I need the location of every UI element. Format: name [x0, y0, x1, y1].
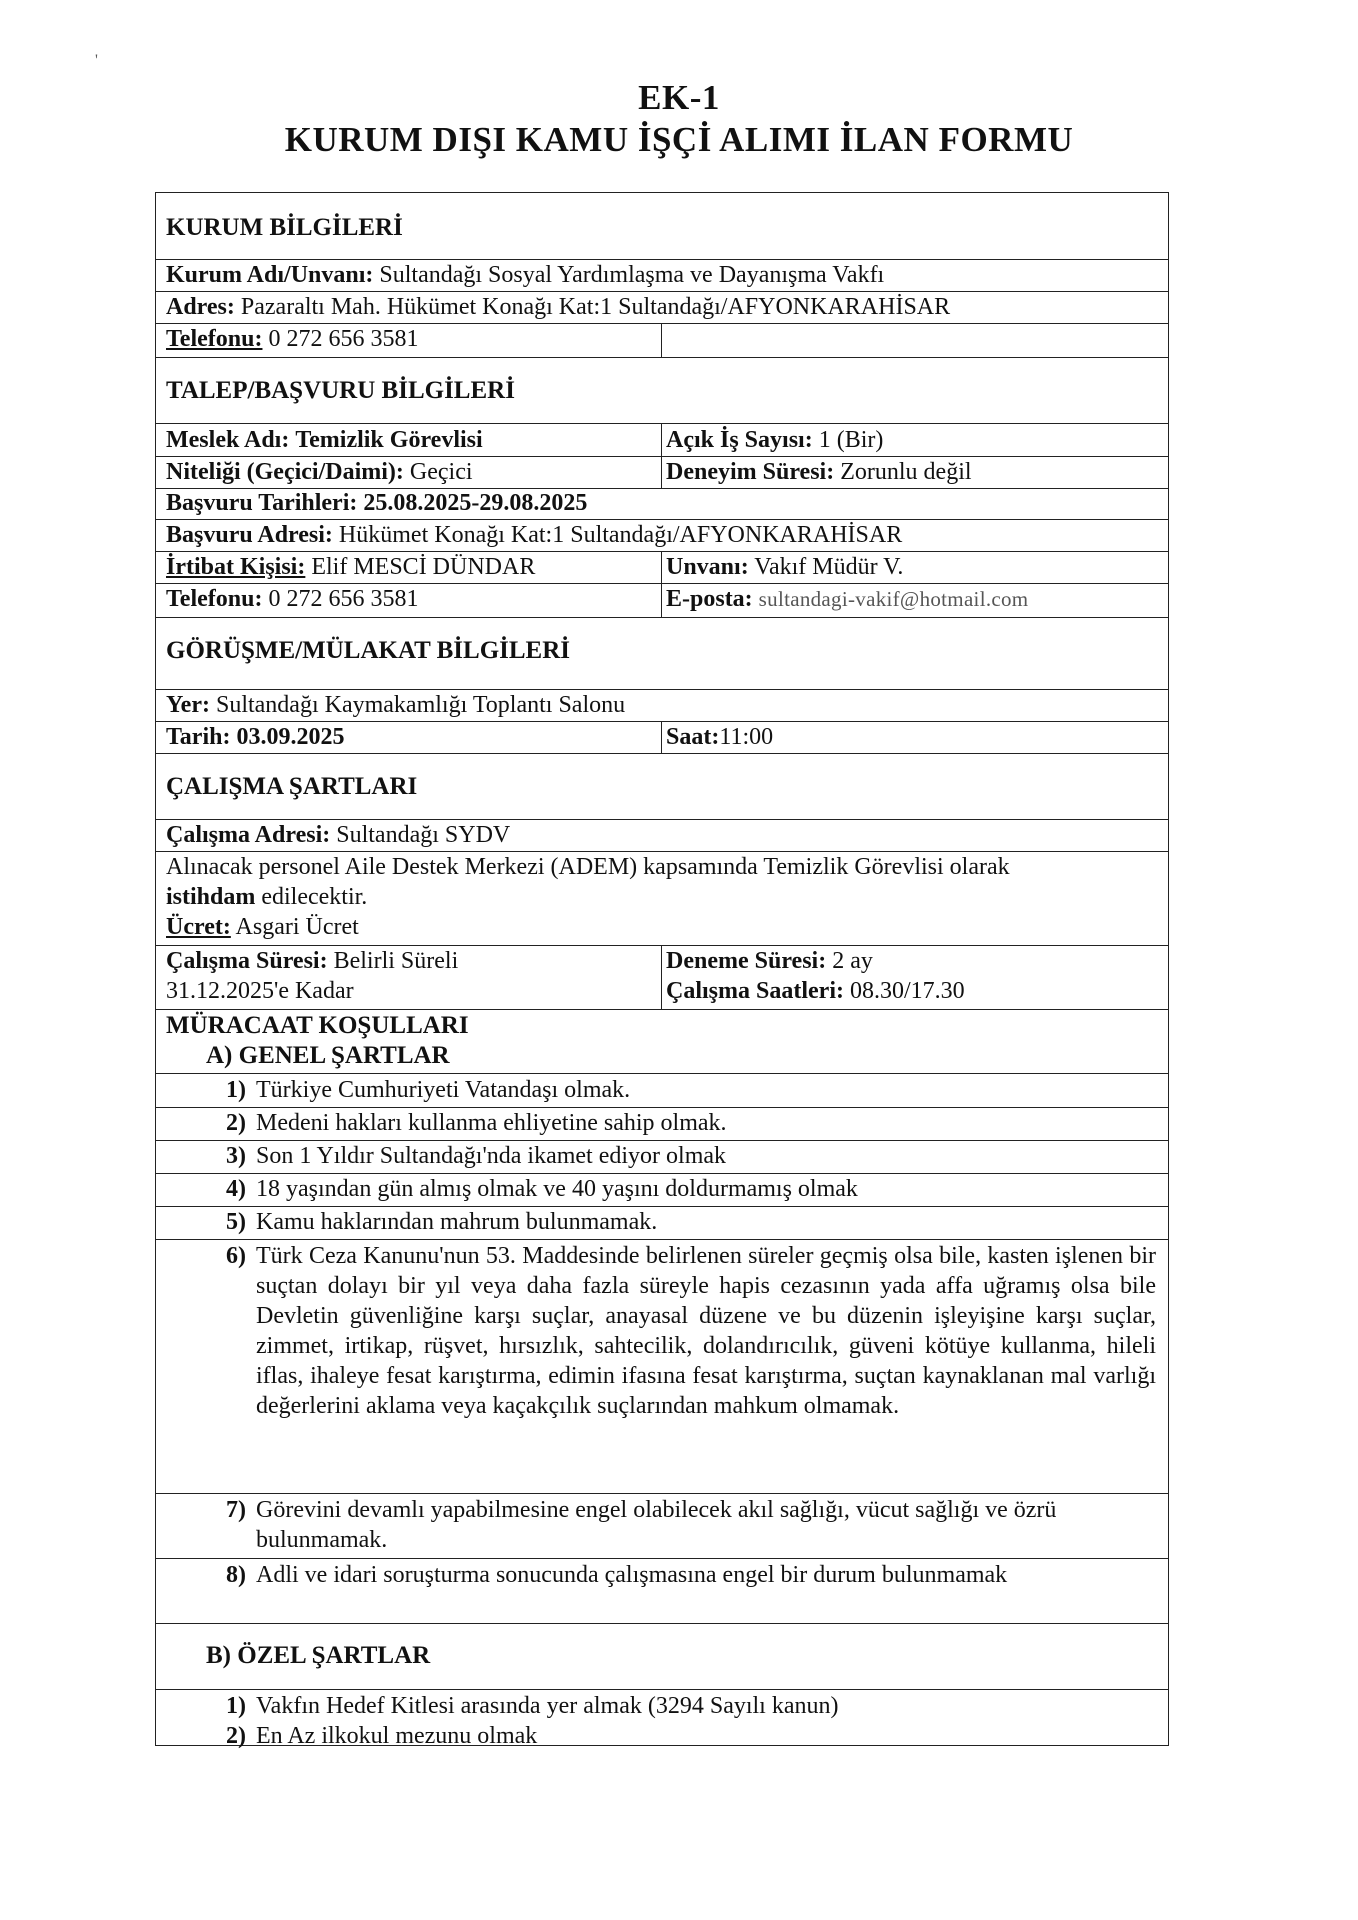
calisma-sure-row [156, 946, 1168, 1006]
gorusme-yer-value: Sultandağı Kaymakamlığı Toplantı Salonu [215, 692, 626, 718]
talep-irtibat-row [156, 552, 1168, 582]
calisma-desc-part2: edilecektir. [261, 884, 368, 910]
talep-nitelik-row [156, 457, 1168, 487]
kurum-address-label: Adres: [166, 294, 235, 320]
item-text: Son 1 Yıldır Sultandağı'nda ikamet ediyor olmak [256, 1143, 727, 1169]
kurum-phone-value: 0 272 656 3581 [268, 326, 419, 352]
item-text: Medeni hakları kullanma ehliyetine sahip olmak. [256, 1110, 727, 1136]
calisma-sure-end: 31.12.2025'e Kadar [166, 978, 354, 1004]
calisma-adres-row [156, 820, 1168, 850]
genel-sartlar-header: A) GENEL ŞARTLAR [206, 1042, 450, 1069]
item-number: 2) [226, 1110, 246, 1136]
gorusme-yer-label: Yer: [166, 692, 210, 718]
deneme-value: 2 ay [832, 948, 873, 974]
kurum-address-row [156, 292, 1168, 322]
section-header-kurum: KURUM BİLGİLERİ [166, 214, 403, 241]
item-number: 2) [226, 1723, 246, 1749]
talep-tarih-row [156, 488, 1168, 518]
section-header-calisma: ÇALIŞMA ŞARTLARI [166, 773, 418, 800]
ucret-label: Ücret: [166, 914, 231, 940]
talep-meslek-row [156, 425, 1168, 455]
talep-adres-row [156, 520, 1168, 550]
form-code: EK-1 [638, 78, 720, 117]
ucret-value: Asgari Ücret [235, 914, 359, 940]
item-text: Türkiye Cumhuriyeti Vatandaşı olmak. [256, 1077, 631, 1103]
unvan-label: Unvanı: [666, 554, 749, 580]
scan-speck: ' [95, 52, 98, 69]
item-number: 8) [226, 1562, 246, 1588]
kurum-phone-row [156, 324, 1168, 354]
acik-is-value: 1 (Bir) [818, 427, 884, 453]
basvuru-tarih-label: Başvuru Tarihleri: [166, 490, 358, 516]
basvuru-adres-label: Başvuru Adresi: [166, 522, 333, 548]
calisma-sure-value: Belirli Süreli [333, 948, 459, 974]
calisma-adres-value: Sultandağı SYDV [336, 822, 511, 848]
nitelik-label: Niteliği (Geçici/Daimi): [166, 459, 404, 485]
gorusme-saat-value: 11:00 [719, 724, 774, 750]
section-header-gorusme: GÖRÜŞME/MÜLAKAT BİLGİLERİ [166, 637, 571, 664]
item-number: 4) [226, 1176, 246, 1202]
calisma-saat-label: Çalışma Saatleri: [666, 978, 844, 1004]
eposta-value: sultandagi-vakif@hotmail.com [758, 587, 1029, 611]
unvan-value: Vakıf Müdür V. [754, 554, 904, 580]
item-text: Vakfın Hedef Kitlesi arasında yer almak (3294 Sayılı kanun) [256, 1693, 839, 1719]
deneyim-label: Deneyim Süresi: [666, 459, 835, 485]
basvuru-tarih-value: 25.08.2025-29.08.2025 [363, 490, 588, 516]
item-text: Kamu haklarından mahrum bulunmamak. [256, 1209, 658, 1235]
item-number: 1) [226, 1693, 246, 1719]
item-number: 5) [226, 1209, 246, 1235]
calisma-description [156, 852, 1168, 942]
item-number: 3) [226, 1143, 246, 1169]
calisma-desc-bold: istihdam [166, 884, 256, 910]
talep-telefon-label: Telefonu: [166, 586, 263, 612]
calisma-adres-label: Çalışma Adresi: [166, 822, 331, 848]
kurum-name-row [156, 260, 1168, 290]
deneyim-value: Zorunlu değil [840, 459, 972, 485]
section-header-talep: TALEP/BAŞVURU BİLGİLERİ [166, 377, 515, 404]
kurum-name-value: Sultandağı Sosyal Yardımlaşma ve Dayanışma Vakfı [379, 262, 885, 288]
basvuru-adres-value: Hükümet Konağı Kat:1 Sultandağı/AFYONKARAHİSAR [338, 522, 903, 548]
gorusme-tarih-label: Tarih: [166, 724, 231, 750]
section-header-muracaat: MÜRACAAT KOŞULLARI [166, 1012, 469, 1039]
acik-is-label: Açık İş Sayısı: [666, 427, 813, 453]
item-number: 7) [226, 1497, 246, 1523]
deneme-label: Deneme Süresi: [666, 948, 827, 974]
item-number: 6) [226, 1243, 246, 1269]
item-number: 1) [226, 1077, 246, 1103]
calisma-sure-label: Çalışma Süresi: [166, 948, 328, 974]
gorusme-saat-label: Saat: [666, 724, 720, 750]
item-text: En Az ilkokul mezunu olmak [256, 1723, 538, 1749]
item-text: 18 yaşından gün almış olmak ve 40 yaşını doldurmamış olmak [256, 1176, 858, 1202]
meslek-label: Meslek Adı: [166, 427, 290, 453]
kurum-address-value: Pazaraltı Mah. Hükümet Konağı Kat:1 Sultandağı/AFYONKARAHİSAR [240, 294, 951, 320]
gorusme-tarih-value: 03.09.2025 [236, 724, 345, 750]
calisma-saat-value: 08.30/17.30 [849, 978, 965, 1004]
talep-telefon-value: 0 272 656 3581 [268, 586, 419, 612]
talep-telefon-row [156, 584, 1168, 614]
eposta-label: E-posta: [666, 586, 753, 612]
announcement-form [155, 192, 1169, 1749]
item-text: Türk Ceza Kanunu'nun 53. Maddesinde belirlenen süreler geçmiş olsa bile, kasten işlenen bir suçtan dolayı bir yıl veya daha fazla süreyle hapis cezasının yada affa uğramış olsa bile Devletin güvenliğine karşı suçlar, anayasal düzene ve bu düzenin işleyişine karşı suçlar, zimmet, irtikap, rüşvet, hırsızlık, sahtecilik, dolandırıcılık, güveni kötüye kullanma, hileli iflas, ihaleye fesat karıştırma, edimin ifasına fesat karıştırma, suçtan kaynaklanan mal varlığı değerlerini aklama veya kaçakçılık suçlarından mahkum olmamak. [256, 1243, 1156, 1419]
kurum-name-label: Kurum Adı/Unvanı: [166, 262, 374, 288]
item-text: Adli ve idari soruşturma sonucunda çalışmasına engel bir durum bulunmamak [256, 1562, 1008, 1588]
gorusme-yer-row [156, 690, 1168, 720]
irtibat-value: Elif MESCİ DÜNDAR [311, 554, 536, 580]
irtibat-label: İrtibat Kişisi: [166, 554, 306, 580]
calisma-desc-part1: Alınacak personel Aile Destek Merkezi (ADEM) kapsamında Temizlik Görevlisi olarak [166, 854, 1010, 880]
item-text: Görevini devamlı yapabilmesine engel olabilecek akıl sağlığı, vücut sağlığı ve özrü bulunmamak. [256, 1497, 1057, 1553]
kurum-phone-label: Telefonu: [166, 326, 263, 352]
meslek-value: Temizlik Görevlisi [295, 427, 483, 453]
gorusme-tarih-row [156, 722, 1168, 752]
ozel-sartlar-header: B) ÖZEL ŞARTLAR [206, 1642, 431, 1669]
nitelik-value: Geçici [409, 459, 473, 485]
form-title: KURUM DIŞI KAMU İŞÇİ ALIMI İLAN FORMU [284, 120, 1074, 159]
